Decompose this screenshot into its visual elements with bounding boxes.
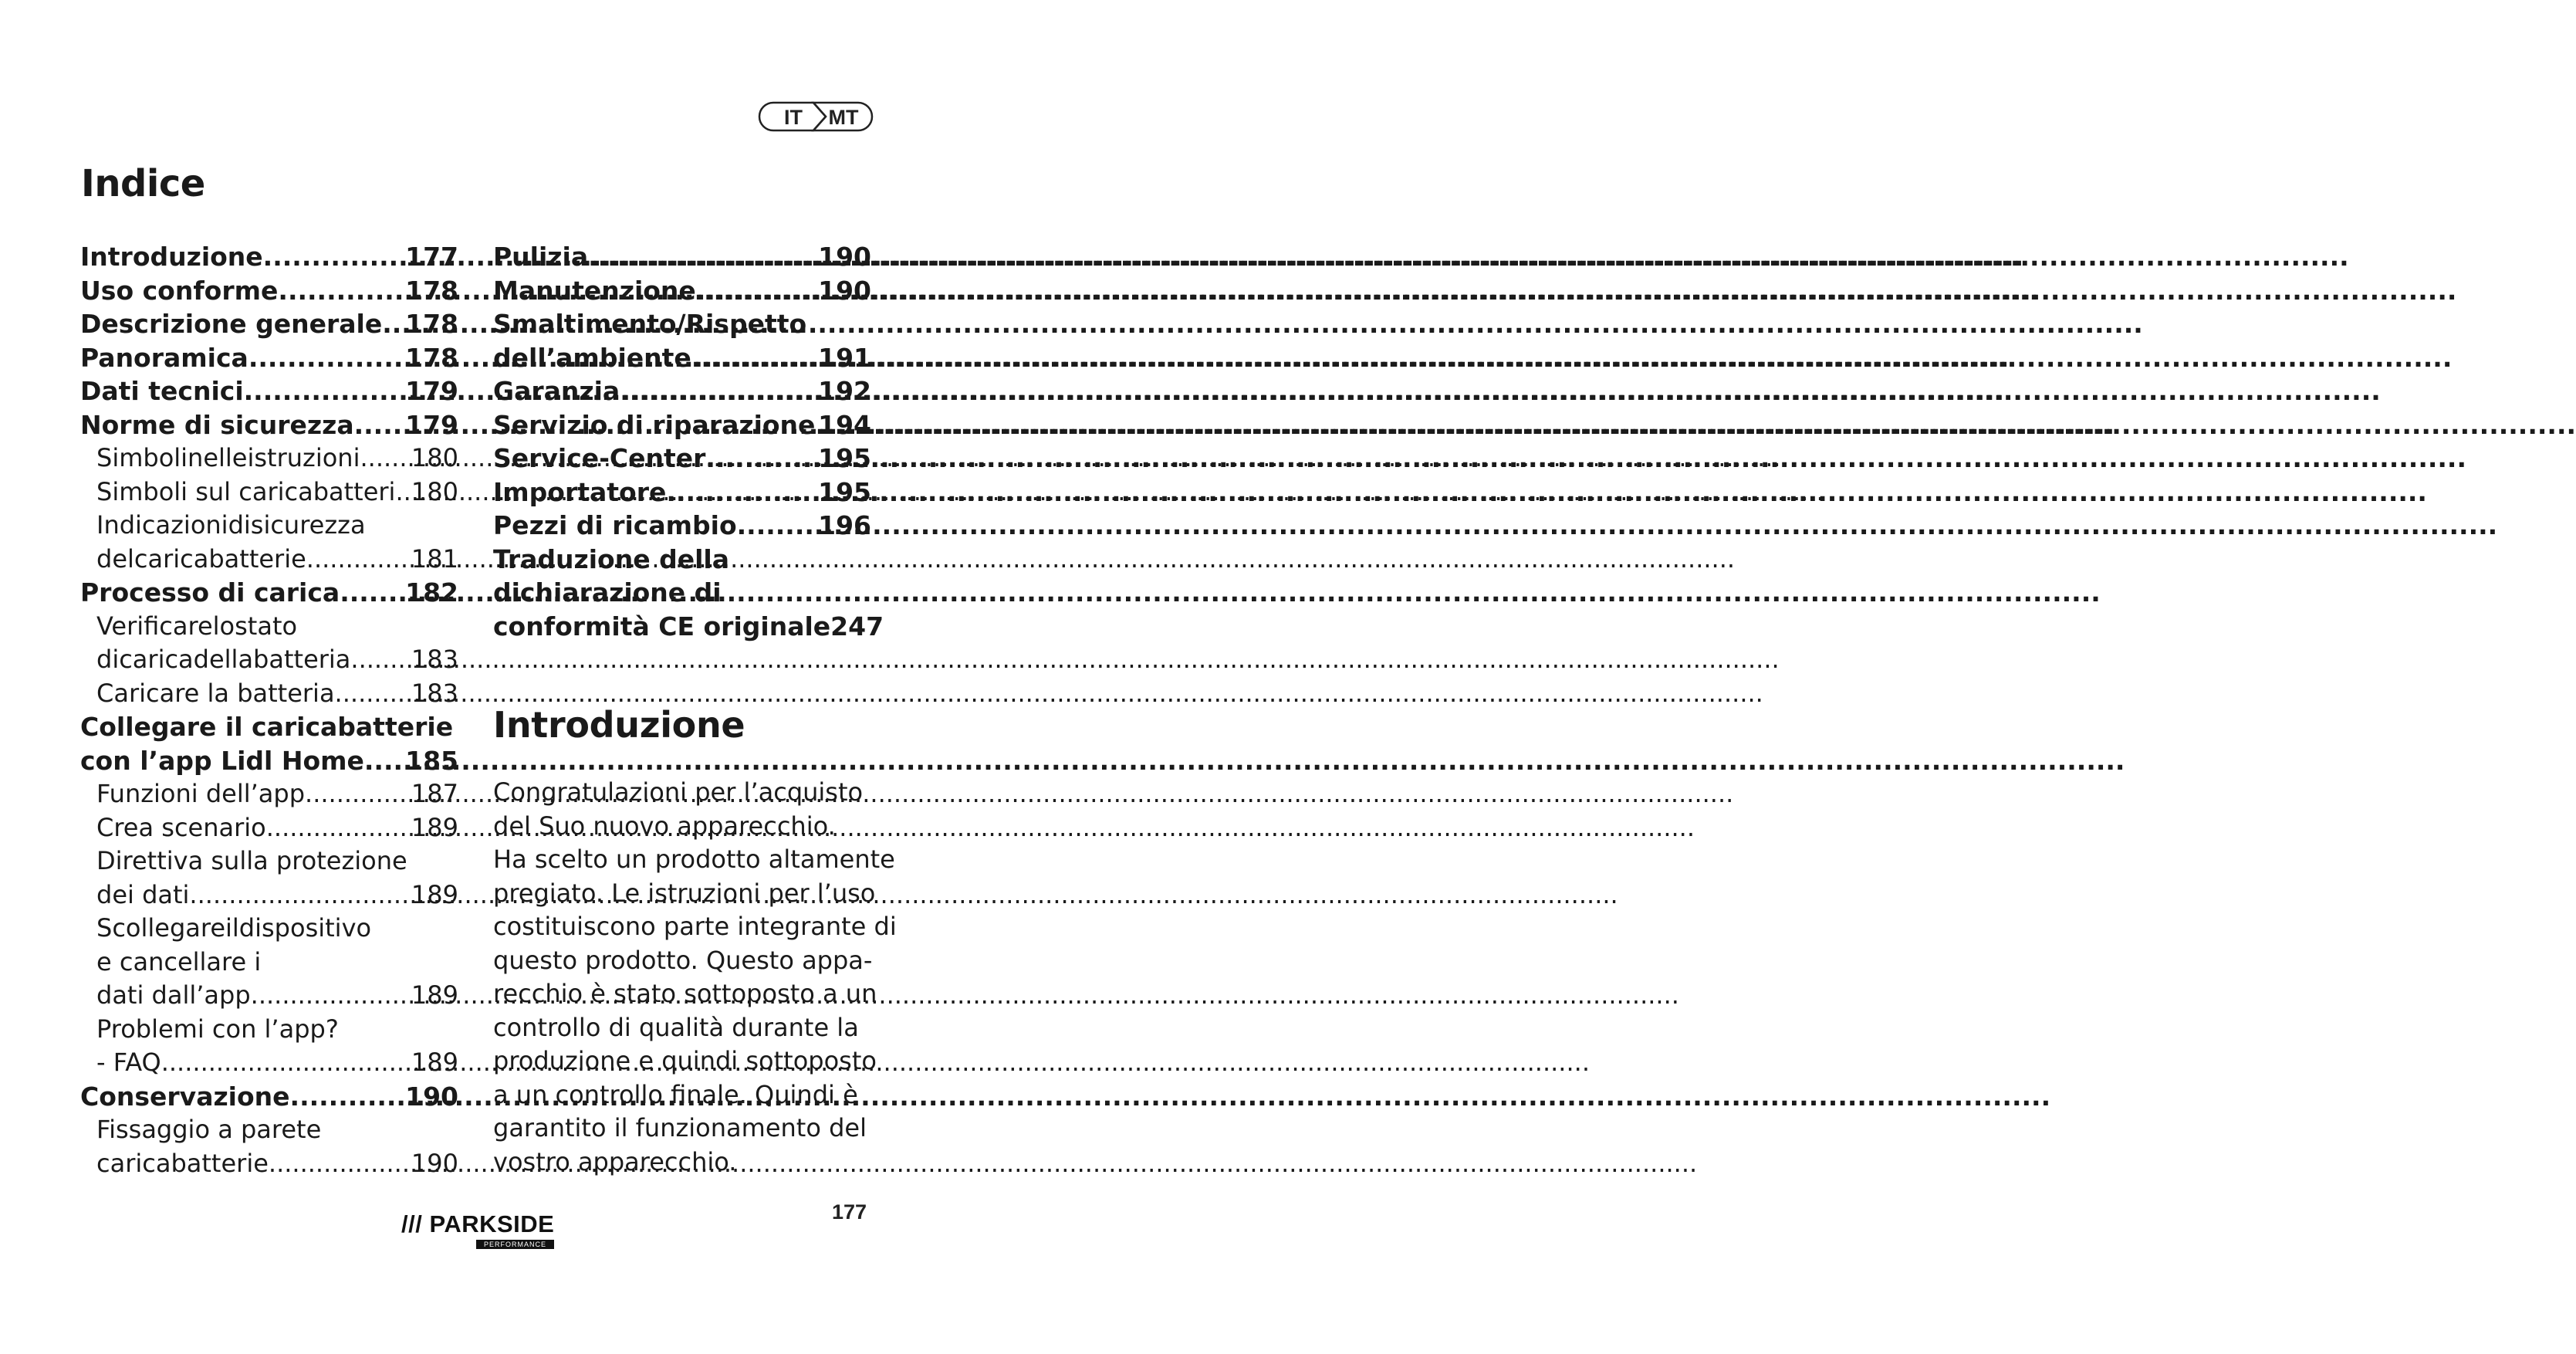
toc-entry-leader	[290, 1080, 406, 1114]
toc-entry-page: 178	[405, 309, 458, 339]
toc-entry-page: 190	[411, 1148, 458, 1178]
toc-entry	[80, 476, 458, 509]
toc-entry-label: Direttiva sulla protezione	[96, 846, 407, 875]
toc-entry-label: Indicazionidisicurezza	[96, 510, 366, 540]
toc-entry	[80, 307, 458, 341]
toc-entry-label: Introduzione	[80, 242, 263, 272]
toc-entry-leader	[306, 543, 411, 577]
toc-entry-leader	[269, 1147, 411, 1181]
logo-tagline-bar	[476, 1240, 554, 1249]
toc-entry-label: Conservazione	[80, 1081, 290, 1112]
toc-entry-label: Uso conforme	[80, 275, 279, 306]
toc-entry	[493, 509, 871, 543]
toc-entry	[493, 240, 871, 274]
intro-paragraph	[493, 776, 897, 1179]
toc-entry	[80, 912, 458, 946]
toc-entry	[80, 677, 458, 711]
toc-entry-page: 179	[405, 409, 458, 440]
toc-entry-leader	[278, 274, 405, 308]
intro-line: del Suo nuovo apparecchio.	[493, 811, 836, 841]
toc-entry	[80, 710, 458, 744]
toc-entry-label: Panoramica	[80, 342, 248, 373]
toc-entry	[493, 274, 871, 308]
toc-entry	[493, 341, 871, 375]
toc-entry-leader	[588, 240, 818, 274]
toc-entry-label: Norme di sicurezza	[80, 409, 354, 440]
toc-entry-leader	[395, 476, 411, 509]
intro-line: Ha scelto un prodotto altamente	[493, 845, 895, 874]
logo-tagline: PERFORMANCE	[483, 1241, 546, 1248]
intro-line: vostro apparecchio.	[493, 1146, 737, 1176]
toc-entry-label: dati dall’app	[96, 980, 251, 1010]
toc-right-column	[493, 240, 884, 643]
toc-entry-label: Garanzia	[493, 376, 620, 406]
toc-entry	[493, 408, 871, 442]
toc-entry-page: 190	[818, 275, 871, 306]
toc-entry	[80, 845, 458, 878]
toc-entry	[80, 509, 458, 543]
toc-entry	[80, 610, 458, 644]
toc-entry-label: dichiarazione di	[493, 577, 722, 608]
toc-entry-leader	[620, 374, 818, 408]
intro-line: recchio è stato sottoposto a un	[493, 979, 877, 1008]
toc-entry-label: Descrizione generale	[80, 309, 383, 339]
toc-entry-leader	[244, 374, 405, 408]
parkside-logo	[401, 1210, 556, 1249]
toc-entry-leader	[263, 240, 405, 274]
language-badge	[758, 101, 874, 132]
toc-entry-leader	[335, 677, 411, 711]
toc-entry-label: caricabatterie	[96, 1148, 269, 1178]
toc-entry	[493, 610, 884, 644]
toc-entry-leader	[350, 643, 411, 677]
logo-brand: /// PARKSIDE	[401, 1210, 555, 1237]
toc-entry-label: con l’app Lidl Home	[80, 745, 364, 776]
toc-entry	[80, 442, 458, 476]
toc-entry-leader	[382, 307, 405, 341]
toc-entry-label: Funzioni dell’app	[96, 779, 306, 808]
toc-entry-leader	[691, 341, 818, 375]
toc-entry-label: Fissaggio a parete	[96, 1115, 322, 1144]
toc-entry-label: Simboli sul caricabatteri	[96, 476, 396, 506]
intro-line: controllo di qualità durante la	[493, 1012, 859, 1042]
toc-entry-label: Problemi con l’app?	[96, 1014, 339, 1044]
toc-entry	[80, 408, 458, 442]
intro-line: questo prodotto. Questo appa-	[493, 945, 873, 975]
toc-entry-leader	[705, 442, 818, 476]
toc-entry	[80, 744, 458, 778]
toc-entry-leader	[189, 878, 411, 912]
toc-entry-label: Service-Center	[493, 443, 706, 473]
toc-entry-page: 180	[411, 476, 458, 506]
toc-entry-label: Dati tecnici	[80, 376, 244, 406]
toc-entry-page: 189	[411, 879, 458, 909]
toc-entry-label: Collegare il caricabatterie	[80, 712, 454, 742]
toc-entry	[80, 543, 458, 577]
toc-entry-label: Smaltimento/Rispetto	[493, 309, 807, 339]
toc-entry	[493, 476, 871, 509]
toc-entry-page: 189	[411, 812, 458, 842]
toc-entry-page: 179	[405, 376, 458, 406]
toc-entry	[80, 1046, 458, 1080]
toc-entry-page: 196	[818, 510, 871, 540]
toc-entry-page: 178	[405, 275, 458, 306]
toc-entry-page: 181	[411, 543, 458, 574]
toc-entry-page: 192	[818, 376, 871, 406]
toc-entry-leader	[251, 979, 411, 1013]
toc-entry-leader	[666, 476, 818, 509]
toc-entry-leader	[161, 1046, 411, 1080]
toc-entry	[80, 946, 458, 980]
toc-entry-page: 189	[411, 980, 458, 1010]
toc-entry-label: Traduzione della	[493, 543, 729, 574]
intro-line: pregiato. Le istruzioni per l’uso	[493, 878, 876, 908]
toc-entry	[80, 777, 458, 811]
toc-entry-page: 180	[411, 443, 458, 472]
toc-entry-label: delcaricabatterie	[96, 543, 306, 574]
toc-entry-page: 185	[405, 745, 458, 776]
toc-entry-leader	[696, 274, 818, 308]
toc-entry	[80, 643, 458, 677]
toc-entry	[80, 240, 458, 274]
toc-entry-label: Processo di carica	[80, 577, 340, 608]
badge-left-text: IT	[784, 106, 803, 129]
toc-entry-label: Importatore	[493, 476, 667, 507]
intro-heading: Introduzione	[493, 704, 745, 746]
toc-entry-label: Pezzi di ricambio	[493, 510, 737, 540]
language-badge-shape	[758, 101, 874, 132]
toc-entry	[80, 374, 458, 408]
toc-entry	[80, 811, 458, 845]
toc-entry-leader	[266, 811, 411, 845]
toc-entry-page: 183	[411, 678, 458, 708]
toc-entry-label: Scollegareildispositivo	[96, 913, 372, 943]
toc-left-column	[80, 240, 458, 1180]
toc-entry-label: dell’ambiente	[493, 342, 691, 373]
toc-entry-leader	[364, 744, 405, 778]
intro-line: garantito il funzionamento del	[493, 1113, 867, 1142]
intro-line: produzione e quindi sottoposto	[493, 1046, 877, 1075]
toc-entry-label: Crea scenario	[96, 812, 266, 842]
toc-entry	[493, 543, 871, 577]
toc-entry-page: 195	[818, 443, 871, 473]
toc-entry-label: conformità CE originale	[493, 611, 831, 641]
toc-entry-label: Manutenzione	[493, 275, 696, 306]
badge-right-text: MT	[828, 106, 859, 129]
toc-entry	[80, 341, 458, 375]
toc-entry-label: dicaricadellabatteria	[96, 645, 351, 674]
toc-entry	[493, 442, 871, 476]
toc-entry-page: 195	[818, 476, 871, 507]
toc-entry-label: - FAQ	[96, 1048, 161, 1077]
toc-entry	[493, 576, 871, 610]
toc-entry-page: 194	[818, 409, 871, 440]
intro-line: a un controllo finale. Quindi è	[493, 1079, 858, 1109]
toc-entry-page: 189	[411, 1048, 458, 1077]
toc-entry-label: Verificarelostato	[96, 611, 298, 641]
page-number: 177	[832, 1200, 867, 1224]
intro-line: Congratulazioni per l’acquisto	[493, 777, 864, 807]
toc-entry	[80, 1080, 458, 1114]
toc-entry-page: 178	[405, 342, 458, 373]
toc-entry-page: 177	[405, 242, 458, 272]
toc-entry-label: Servizio di riparazione	[493, 409, 816, 440]
toc-entry-leader	[360, 442, 411, 476]
toc-entry-label: Simbolinelleistruzioni	[96, 443, 360, 472]
toc-entry-page: 183	[411, 645, 458, 674]
toc-entry	[80, 878, 458, 912]
toc-entry-label: Caricare la batteria	[96, 678, 335, 708]
toc-entry-page: 182	[405, 577, 458, 608]
toc-entry-leader	[248, 341, 405, 375]
intro-line: costituiscono parte integrante di	[493, 912, 897, 941]
toc-entry-label: Pulizia	[493, 242, 589, 272]
toc-entry	[80, 979, 458, 1013]
toc-entry-page: 191	[818, 342, 871, 373]
toc-entry-page: 247	[830, 611, 884, 641]
toc-entry	[80, 576, 458, 610]
toc-entry	[80, 1013, 458, 1047]
toc-entry-leader	[354, 408, 406, 442]
toc-entry	[493, 307, 871, 341]
toc-entry	[493, 374, 871, 408]
toc-entry	[80, 274, 458, 308]
toc-entry-leader	[340, 576, 405, 610]
toc-entry	[80, 1113, 458, 1147]
toc-entry-page: 190	[818, 242, 871, 272]
toc-entry-leader	[305, 777, 411, 811]
toc-entry-page: 187	[411, 779, 458, 808]
toc-entry-leader	[737, 509, 818, 543]
toc-entry-page: 190	[405, 1081, 458, 1112]
toc-entry	[80, 1147, 458, 1181]
toc-entry-label: e cancellare i	[96, 946, 262, 977]
toc-entry-label: dei dati	[96, 879, 190, 909]
page-title: Indice	[81, 162, 205, 205]
